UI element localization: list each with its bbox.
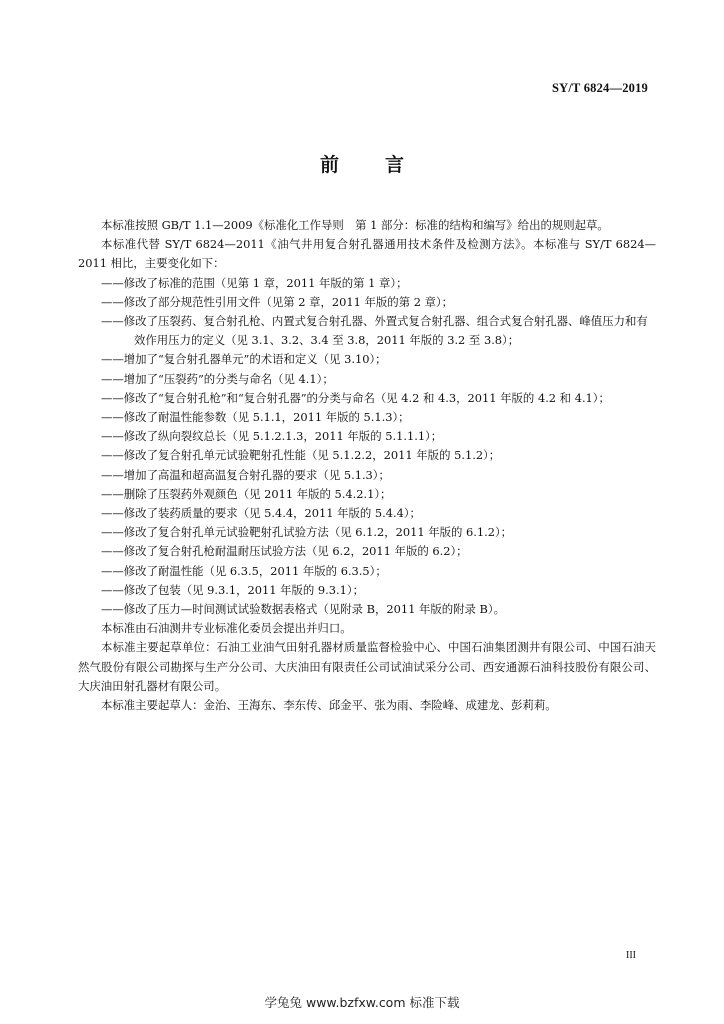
page-title: 前言	[319, 154, 450, 176]
paragraph-replacement: 本标准代替 SY/T 6824—2011《油气井用复合射孔器通用技术条件及检测方法》。本标准与 SY/T 6824—2011 相比，主要变化如下：	[78, 237, 656, 271]
paragraph-drafters: 本标准主要起草人：金治、王海东、李东传、邱金平、张为雨、李险峰、成建龙、彭莉莉。	[101, 698, 557, 713]
paragraph-drafting-units: 本标准主要起草单位：石油工业油气田射孔器材质量监督检验中心、中国石油集团测井有限公司、中国石油天然气股份有限公司勘探与生产分公司、大庆油田有限责任公司试油试采分公司、西安通源石油科技股份有限公司、大庆油田射孔器材有限公司。	[78, 640, 656, 693]
list-item: ——增加了高温和超高温复合射孔器的要求（见 5.1.3）；	[101, 467, 390, 482]
standard-code: SY/T 6824—2019	[552, 81, 648, 95]
paragraph-drafting-rules: 本标准按照 GB/T 1.1—2009《标准化工作导则 第 1 部分：标准的结构和编写》给出的规则起草。	[101, 218, 609, 232]
list-item: ——修改了标准的范围（见第 1 章，2011 年版的第 1 章）；	[101, 275, 408, 290]
list-item: ——删除了压裂药外观颜色（见 2011 年版的 5.4.2.1）；	[101, 486, 392, 501]
list-item: ——修改了压裂药、复合射孔枪、内置式复合射孔器、外置式复合射孔器、组合式复合射孔器、峰值压力和有效作用压力的定义（见 3.1、3.2、3.4 至 3.8，2011 年版的 3.2 至 3.8）；	[101, 314, 648, 348]
list-item: ——修改了包装（见 9.3.1，2011 年版的 9.3.1）；	[101, 582, 364, 597]
list-item: ——修改了复合射孔枪耐温耐压试验方法（见 6.2，2011 年版的 6.2）；	[101, 544, 468, 559]
list-item: ——修改了纵向裂纹总长（见 5.1.2.1.3，2011 年版的 5.1.1.1）；	[101, 429, 443, 444]
list-item: ——增加了“压裂药”的分类与命名（见 4.1）；	[101, 371, 334, 386]
list-item: ——修改了装药质量的要求（见 5.4.4，2011 年版的 5.4.4）；	[101, 506, 421, 521]
changes-list	[78, 274, 656, 620]
preface-body	[78, 216, 656, 715]
list-item: ——修改了耐温性能参数（见 5.1.1，2011 年版的 5.1.3）；	[101, 410, 410, 425]
list-item: ——修改了复合射孔单元试验靶射孔试验方法（见 6.1.2，2011 年版的 6.1.2）；	[101, 525, 513, 540]
footer-watermark: 学兔兔 www.bzfxw.com 标准下载	[264, 995, 460, 1010]
list-item: ——修改了压力—时间测试试验数据表格式（见附录 B，2011 年版的附录 B）。	[101, 602, 506, 617]
list-item: ——增加了“复合射孔器单元”的术语和定义（见 3.10）；	[101, 352, 387, 367]
page-number: III	[626, 950, 636, 961]
list-item: ——修改了“复合射孔枪”和“复合射孔器”的分类与命名（见 4.2 和 4.3，2011 年版的 4.2 和 4.1）；	[101, 390, 610, 405]
paragraph-proposer: 本标准由石油测井专业标准化委员会提出并归口。	[101, 621, 352, 636]
list-item: ——修改了复合射孔单元试验靶射孔性能（见 5.1.2.2，2011 年版的 5.1.2）；	[101, 448, 501, 463]
list-item: ——修改了部分规范性引用文件（见第 2 章，2011 年版的第 2 章）；	[101, 294, 454, 309]
list-item: ——修改了耐温性能（见 6.3.5，2011 年版的 6.3.5）；	[101, 563, 387, 578]
